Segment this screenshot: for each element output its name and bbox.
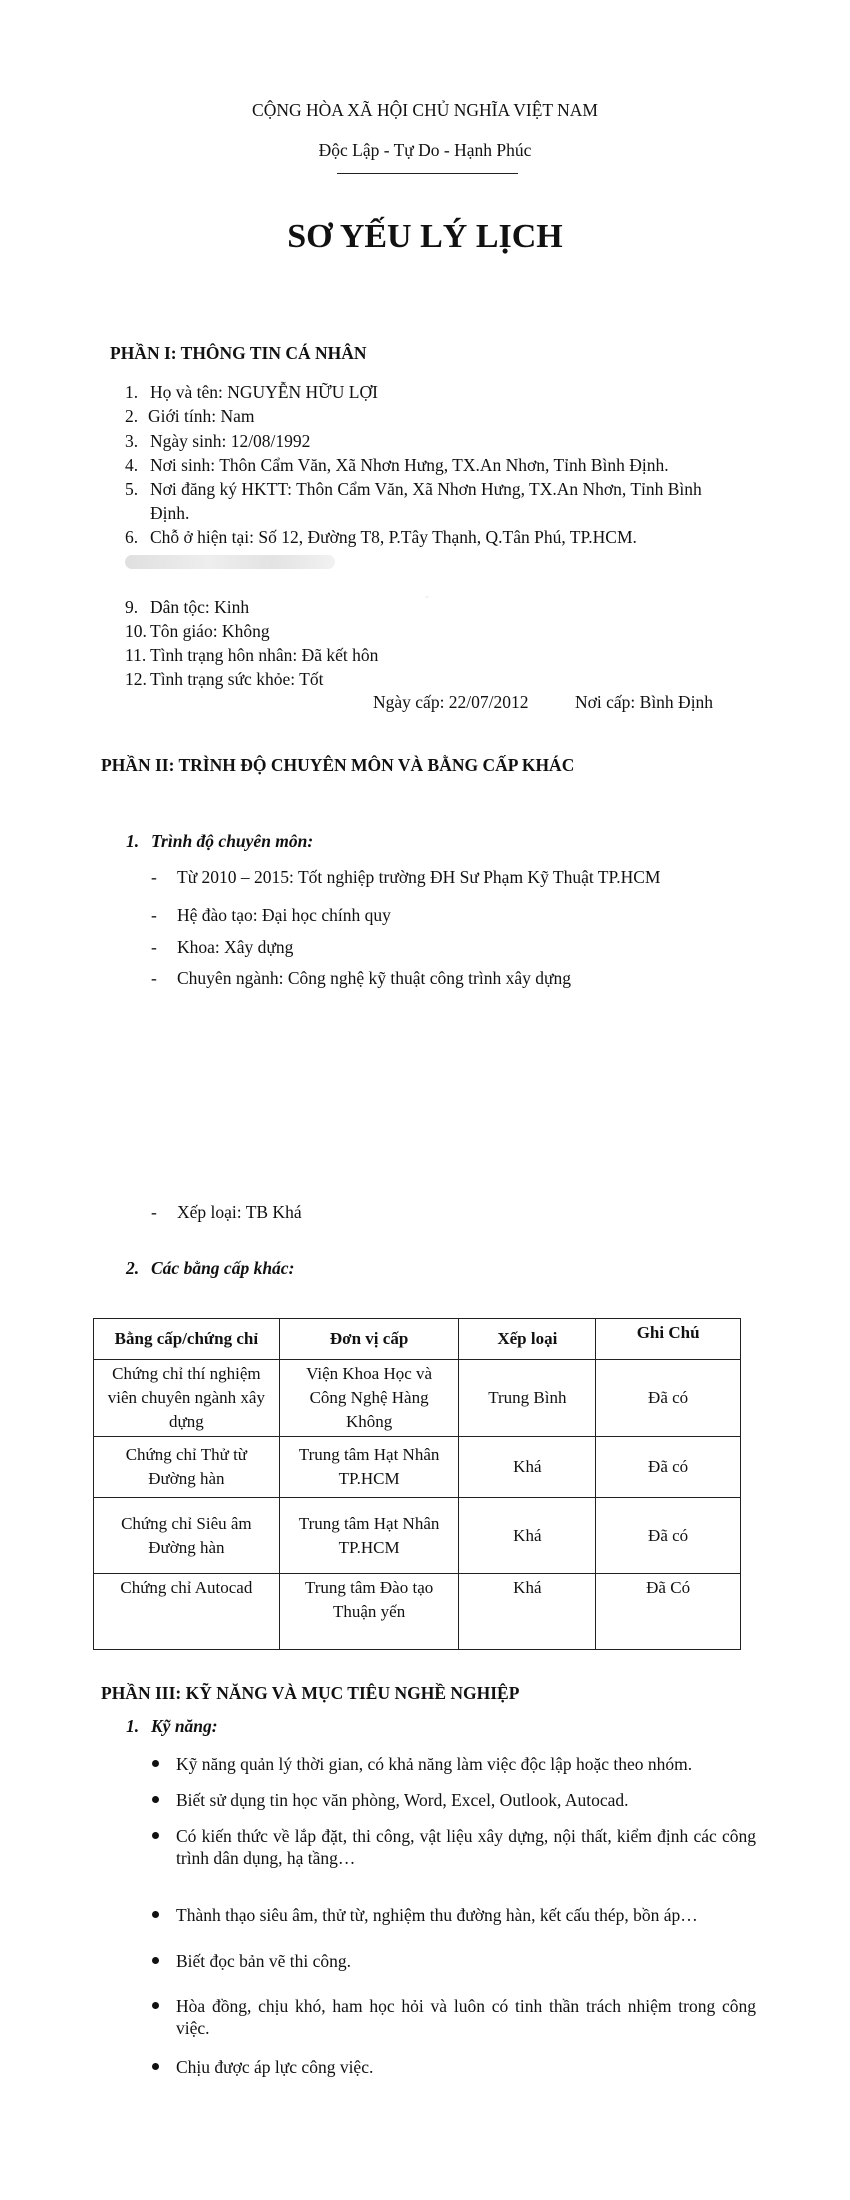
grade-item: - Xếp loại: TB Khá [151, 1202, 302, 1222]
skill-item: Biết sử dụng tin học văn phòng, Word, Excel, Outlook, Autocad. [176, 1790, 629, 1810]
list-item: 12. Tình trạng sức khỏe: Tốt [125, 669, 324, 689]
detail-item: - Hệ đào tạo: Đại học chính quy [151, 905, 391, 925]
table-cell: Trung tâm Hạt Nhân TP.HCM [279, 1498, 459, 1574]
list-item: 9. Dân tộc: Kinh [125, 597, 250, 617]
list-item: 10. Tôn giáo: Không [125, 621, 270, 641]
skill-item: Thành thạo siêu âm, thử từ, nghiệm thu đường hàn, kết cấu thép, bồn áp… [176, 1905, 698, 1925]
table-cell: Chứng chỉ Autocad [94, 1574, 280, 1650]
bullet-icon [152, 1832, 159, 1839]
skill-item: Có kiến thức về lắp đặt, thi công, vật liệu xây dựng, nội thất, kiểm định các công trình dân dụng, hạ tầng… [176, 1826, 756, 1868]
bullet-icon [152, 2063, 159, 2070]
motto: Độc Lập - Tự Do - Hạnh Phúc [318, 140, 532, 160]
bullet-icon [152, 1796, 159, 1803]
bullet-icon [152, 2002, 159, 2009]
subsection-heading: 1. Kỹ năng: [126, 1716, 218, 1736]
column-header: Ghi Chú [596, 1319, 741, 1360]
table-cell: Chứng chỉ thí nghiệm viên chuyên ngành xây dựng [94, 1360, 280, 1437]
table-cell: Khá [459, 1498, 596, 1574]
redacted-line [125, 555, 335, 569]
table-row [94, 1360, 741, 1437]
table-cell: Trung tâm Đào tạo Thuận yến [279, 1574, 459, 1650]
bullet-icon [152, 1957, 159, 1964]
table-row [94, 1437, 741, 1498]
detail-item: - Khoa: Xây dựng [151, 937, 294, 957]
header-divider [337, 173, 518, 174]
column-header: Đơn vị cấp [279, 1319, 459, 1360]
column-header: Xếp loại [459, 1319, 596, 1360]
part1-heading: PHẦN I: THÔNG TIN CÁ NHÂN [110, 343, 367, 363]
skill-item: Kỹ năng quản lý thời gian, có khả năng làm việc độc lập hoặc theo nhóm. [176, 1754, 693, 1774]
bullet-icon [152, 1760, 159, 1767]
country-name: CỘNG HÒA XÃ HỘI CHỦ NGHĨA VIỆT NAM [252, 100, 598, 120]
list-item: 5. Nơi đăng ký HKTT: Thôn Cẩm Văn, Xã Nhơn Hưng, TX.An Nhơn, Tỉnh Bình [125, 479, 702, 499]
issue-place: Nơi cấp: Bình Định [575, 692, 714, 712]
skill-item: Hòa đồng, chịu khó, ham học hỏi và luôn có tinh thần trách nhiệm trong công việc. [176, 1996, 756, 2038]
scan-speck [425, 596, 429, 598]
table-cell: Khá [459, 1437, 596, 1498]
table-cell: Trung tâm Hạt Nhân TP.HCM [279, 1437, 459, 1498]
detail-item: - Từ 2010 – 2015: Tốt nghiệp trường ĐH Sư Phạm Kỹ Thuật TP.HCM [151, 867, 661, 887]
list-item: 4. Nơi sinh: Thôn Cẩm Văn, Xã Nhơn Hưng, TX.An Nhơn, Tỉnh Bình Định. [125, 455, 669, 475]
part3-heading: PHẦN III: KỸ NĂNG VÀ MỤC TIÊU NGHỀ NGHIỆP [101, 1683, 520, 1703]
subsection-heading: 1. Trình độ chuyên môn: [126, 831, 314, 851]
table-cell: Trung Bình [459, 1360, 596, 1437]
bullet-icon [152, 1911, 159, 1918]
table-cell: Đã có [596, 1498, 741, 1574]
skill-item: Chịu được áp lực công việc. [176, 2057, 374, 2077]
table-row [94, 1574, 741, 1650]
table-cell: Đã có [596, 1360, 741, 1437]
table-cell: Viện Khoa Học và Công Nghệ Hàng Không [279, 1360, 459, 1437]
list-item: 1. Họ và tên: NGUYỄN HỮU LỢI [125, 382, 378, 402]
table-cell: Đã có [596, 1437, 741, 1498]
list-item: 6. Chỗ ở hiện tại: Số 12, Đường T8, P.Tây Thạnh, Q.Tân Phú, TP.HCM. [125, 527, 637, 547]
list-item: 11. Tình trạng hôn nhân: Đã kết hôn [125, 645, 379, 665]
list-item-continuation: Định. [150, 503, 190, 523]
column-header: Bằng cấp/chứng chỉ [94, 1319, 280, 1360]
certificates-table [93, 1318, 741, 1650]
subsection-heading: 2. Các bằng cấp khác: [126, 1258, 295, 1278]
table-row [94, 1498, 741, 1574]
table-cell: Chứng chỉ Thử từ Đường hàn [94, 1437, 280, 1498]
issue-date: Ngày cấp: 22/07/2012 [373, 692, 529, 712]
table-cell: Chứng chỉ Siêu âm Đường hàn [94, 1498, 280, 1574]
detail-item: - Chuyên ngành: Công nghệ kỹ thuật công trình xây dựng [151, 968, 571, 988]
list-item: 3. Ngày sinh: 12/08/1992 [125, 431, 311, 451]
list-item: 2. Giới tính: Nam [125, 406, 255, 426]
table-header-row [94, 1319, 741, 1360]
table-cell: Đã Có [596, 1574, 741, 1650]
table-cell: Khá [459, 1574, 596, 1650]
part2-heading: PHẦN II: TRÌNH ĐỘ CHUYÊN MÔN VÀ BẰNG CẤP KHÁC [101, 755, 575, 775]
page-title: SƠ YẾU LÝ LỊCH [287, 218, 563, 255]
skill-item: Biết đọc bản vẽ thi công. [176, 1951, 351, 1971]
